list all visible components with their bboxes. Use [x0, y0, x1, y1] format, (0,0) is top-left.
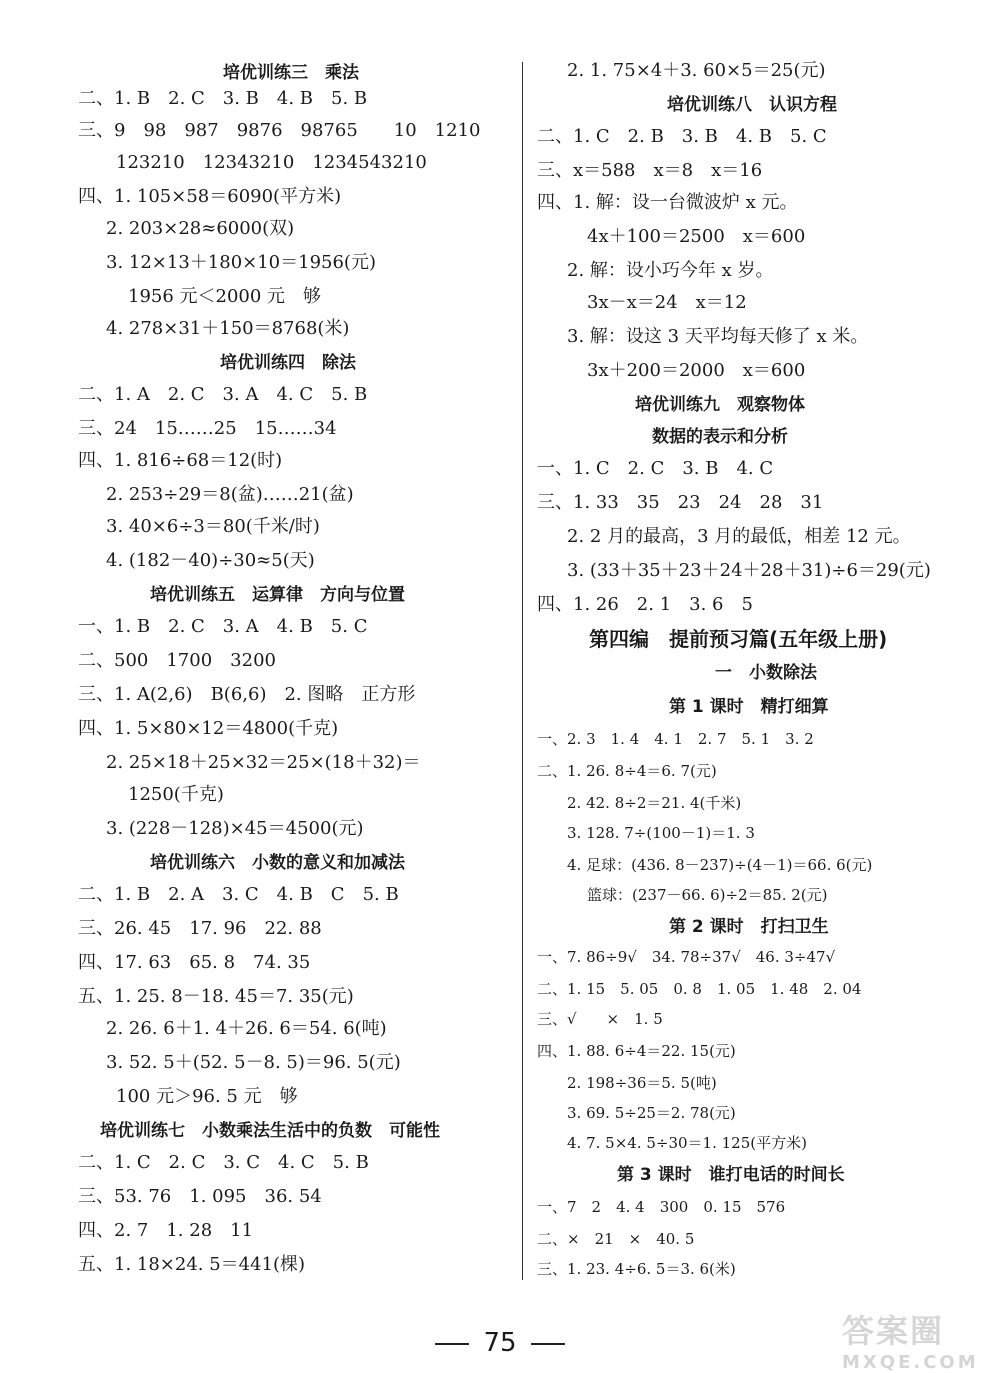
- answer-line: 3. 12×13＋180×10＝1956(元): [106, 252, 376, 273]
- section-heading: 第 1 课时 精打细算: [669, 697, 829, 717]
- answer-line: 一、7. 86÷9√ 34. 78÷37√ 46. 3÷47√: [537, 948, 836, 966]
- page-number: 75: [483, 1328, 517, 1358]
- footer-dash-left: [435, 1343, 469, 1345]
- answer-line: 一、7 2 4. 4 300 0. 15 576: [537, 1198, 786, 1216]
- answer-line: 3. (33＋35＋23＋24＋28＋31)÷6＝29(元): [567, 560, 931, 581]
- section-heading: 第 2 课时 打扫卫生: [669, 917, 829, 937]
- answer-line: 三、24 15……25 15……34: [78, 418, 337, 439]
- answer-line: 二、1. A 2. C 3. A 4. C 5. B: [78, 384, 368, 405]
- answer-line: 2. 解：设小巧今年 x 岁。: [567, 260, 774, 281]
- answer-line: 一、1. C 2. C 3. B 4. C: [537, 458, 774, 479]
- answer-line: 2. 2 月的最高，3 月的最低，相差 12 元。: [567, 526, 911, 547]
- answer-line: 2. 25×18＋25×32＝25×(18＋32)＝: [106, 752, 421, 773]
- answer-line: 123210 12343210 1234543210: [116, 152, 427, 173]
- answer-line: 一、2. 3 1. 4 4. 1 2. 7 5. 1 3. 2: [537, 730, 814, 748]
- answer-line: 2. 203×28≈6000(双): [106, 218, 295, 239]
- watermark-url: MXQE.COM: [842, 1352, 979, 1373]
- section-heading: 培优训练三 乘法: [223, 63, 359, 83]
- section-heading: 培优训练六 小数的意义和加减法: [150, 853, 405, 873]
- answer-line: 4x＋100＝2500 x＝600: [587, 226, 806, 247]
- section-heading: 第 3 课时 谁打电话的时间长: [617, 1165, 845, 1185]
- answer-line: 五、1. 25. 8－18. 45＝7. 35(元): [78, 986, 354, 1007]
- answer-line: 3. 40×6÷3＝80(千米/时): [106, 516, 320, 537]
- answer-line: 二、1. C 2. C 3. C 4. C 5. B: [78, 1152, 369, 1173]
- answer-line: 二、1. B 2. A 3. C 4. B C 5. B: [78, 884, 399, 905]
- answer-line: 4. 7. 5×4. 5÷30＝1. 125(平方米): [567, 1134, 807, 1152]
- answer-line: 4. 278×31＋150＝8768(米): [106, 318, 350, 339]
- answer-line: 三、x＝588 x＝8 x＝16: [537, 160, 763, 181]
- answer-line: 四、1. 816÷68＝12(时): [78, 450, 283, 471]
- answer-line: 1250(千克): [128, 784, 224, 805]
- answer-line: 3x－x＝24 x＝12: [587, 292, 747, 313]
- answer-line: 一、1. B 2. C 3. A 4. B 5. C: [78, 616, 368, 637]
- answer-line: 三、1. A(2,6) B(6,6) 2. 图略 正方形: [78, 684, 416, 705]
- answer-line: 四、1. 88. 6÷4＝22. 15(元): [537, 1042, 736, 1060]
- answer-line: 2. 42. 8÷2＝21. 4(千米): [567, 794, 742, 812]
- answer-line: 二、× 21 × 40. 5: [537, 1230, 695, 1248]
- answer-line: 二、1. C 2. B 3. B 4. B 5. C: [537, 126, 827, 147]
- answer-line: 2. 198÷36＝5. 5(吨): [567, 1074, 717, 1092]
- answer-line: 二、1. B 2. C 3. B 4. B 5. B: [78, 88, 368, 109]
- answer-line: 三、53. 76 1. 095 36. 54: [78, 1186, 322, 1207]
- answer-line: 四、2. 7 1. 28 11: [78, 1220, 254, 1241]
- section-heading: 培优训练五 运算律 方向与位置: [150, 585, 405, 605]
- answer-line: 四、17. 63 65. 8 74. 35: [78, 952, 311, 973]
- answer-line: 五、1. 18×24. 5＝441(棵): [78, 1254, 306, 1275]
- answer-line: 四、1. 26 2. 1 3. 6 5: [537, 594, 753, 615]
- section-heading: 培优训练九 观察物体: [635, 395, 805, 415]
- answer-line: 篮球：(237－66. 6)÷2＝85. 2(元): [587, 886, 828, 904]
- answer-line: 2. 26. 6＋1. 4＋26. 6＝54. 6(吨): [106, 1018, 387, 1039]
- answer-line: 3x＋200＝2000 x＝600: [587, 360, 806, 381]
- answer-line: 二、500 1700 3200: [78, 650, 276, 671]
- answer-line: 三、26. 45 17. 96 22. 88: [78, 918, 322, 939]
- answer-line: 二、1. 26. 8÷4＝6. 7(元): [537, 762, 717, 780]
- section-heading: 培优训练四 除法: [220, 353, 356, 373]
- answer-line: 4. (182－40)÷30≈5(天): [106, 550, 315, 571]
- footer-dash-right: [531, 1343, 565, 1345]
- answer-line: 三、1. 23. 4÷6. 5＝3. 6(米): [537, 1260, 736, 1278]
- answer-line: 2. 253÷29＝8(盆)……21(盆): [106, 484, 354, 505]
- watermark-text: 答案圈: [842, 1312, 945, 1350]
- section-heading: 数据的表示和分析: [652, 427, 788, 447]
- answer-line: 四、1. 解：设一台微波炉 x 元。: [537, 192, 798, 213]
- answer-line: 二、1. 15 5. 05 0. 8 1. 05 1. 48 2. 04: [537, 980, 862, 998]
- answer-line: 3. 52. 5＋(52. 5－8. 5)＝96. 5(元): [106, 1052, 401, 1073]
- section-heading: 培优训练八 认识方程: [667, 95, 837, 115]
- answer-line: 3. 解：设这 3 天平均每天修了 x 米。: [567, 326, 869, 347]
- answer-line: 三、9 98 987 9876 98765 10 1210: [78, 120, 481, 141]
- answer-line: 四、1. 5×80×12＝4800(千克): [78, 718, 339, 739]
- answer-line: 三、√ × 1. 5: [537, 1010, 663, 1028]
- answer-line: 4. 足球：(436. 8－237)÷(4－1)＝66. 6(元): [567, 856, 873, 874]
- answer-line: 1956 元＜2000 元 够: [128, 286, 322, 307]
- section-heading: 培优训练七 小数乘法生活中的负数 可能性: [100, 1121, 440, 1141]
- answer-line: 3. 128. 7÷(100－1)＝1. 3: [567, 824, 755, 842]
- answer-line: 3. (228－128)×45＝4500(元): [106, 818, 364, 839]
- answer-line: 100 元＞96. 5 元 够: [116, 1086, 298, 1107]
- answer-line: 3. 69. 5÷25＝2. 78(元): [567, 1104, 736, 1122]
- section-heading: 一 小数除法: [715, 663, 817, 683]
- watermark-logo: [842, 1306, 992, 1373]
- column-divider: [522, 62, 523, 1280]
- answer-line: 三、1. 33 35 23 24 28 31: [537, 492, 824, 513]
- answer-line: 2. 1. 75×4＋3. 60×5＝25(元): [567, 60, 826, 81]
- section-heading: 第四编 提前预习篇(五年级上册): [589, 627, 888, 651]
- answer-line: 四、1. 105×58＝6090(平方米): [78, 186, 342, 207]
